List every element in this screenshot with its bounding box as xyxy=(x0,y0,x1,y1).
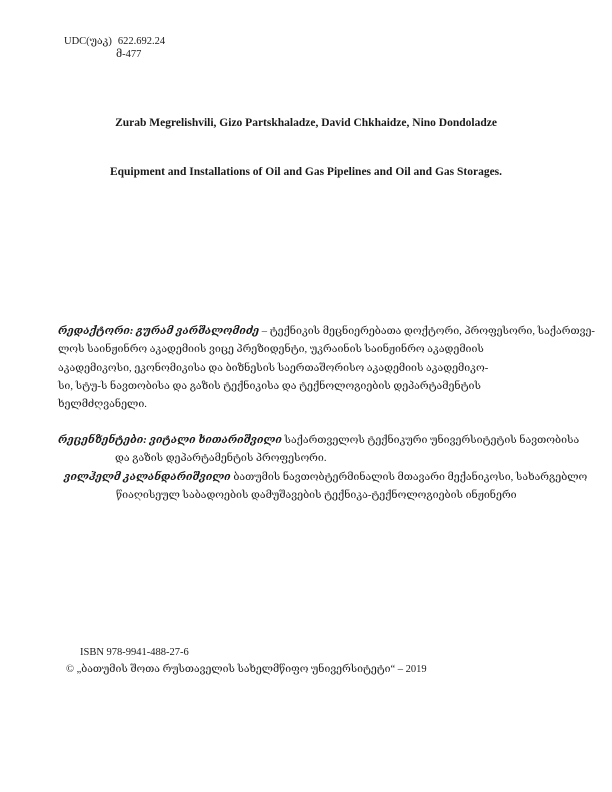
editor-label: რედაქტორი: xyxy=(58,326,134,337)
reviewer-1-line: და გაზის დეპარტამენტის პროფესორი. xyxy=(115,453,327,465)
reviewer-2-name: ვილჰელმ კალანდარიშვილი xyxy=(64,472,231,483)
authors: Zurab Megrelishvili, Gizo Partskhaladze, David Chkhaidze, Nino Dondoladze xyxy=(115,117,497,129)
editor-block xyxy=(58,323,595,414)
editor-line: ლოს საინჟინრო აკადემიის ვიცე პრეზიდენტი, უკრაინის საინჟინრო აკადემიის xyxy=(58,344,484,356)
udc-code: 622.692.24 xyxy=(117,36,166,47)
isbn: ISBN 978-9941-488-27-6 xyxy=(80,647,189,658)
udc-label: UDC(უაკ) xyxy=(64,36,112,47)
udc-line xyxy=(64,35,165,49)
reviewers-label: რეცენზენტები: xyxy=(58,435,147,446)
reviewer-2-line: ბათუმის ნავთობტერმინალის მთავარი მექანიკოსი, სახარგებლო xyxy=(233,472,588,483)
reviewer-1-name: ვიტალი ხითარიშვილი xyxy=(149,435,282,446)
reviewer-2-block xyxy=(64,469,588,506)
reviewer-2-line: წიაღისეულ საბადოების დამუშავების ტექნიკა-ტექნოლოგიების ინჟინერი xyxy=(116,490,517,502)
editor-line: ხელმძღვანელი. xyxy=(58,399,147,411)
editor-line: აკადემიკოსი, ეკონომიკისა და ბიზნესის საერთაშორისო აკადემიის აკადემიკო- xyxy=(58,362,489,374)
editor-line: – ტექნიკის მეცნიერებათა დოქტორი, პროფესორი, საქართვე- xyxy=(261,326,595,337)
catalog-code: მ-477 xyxy=(116,49,142,60)
reviewer-1-line: საქართველოს ტექნიკური უნივერსიტეტის ნავთობისა xyxy=(284,435,580,446)
copyright: © „ბათუმის შოთა რუსთაველის სახელმწიფო უნივერსიტეტი“ – 2019 xyxy=(66,664,427,675)
editor-line: სი, სტუ-ს ნავთობისა და გაზის ტექნიკისა და ტექნოლოგიების დეპარტამენტის xyxy=(58,380,481,392)
reviewer-1-block xyxy=(58,432,580,469)
editor-name: გურამ ვარშალომიძე xyxy=(136,326,260,337)
book-title: Equipment and Installations of Oil and Gas Pipelines and Oil and Gas Storages. xyxy=(109,166,503,178)
